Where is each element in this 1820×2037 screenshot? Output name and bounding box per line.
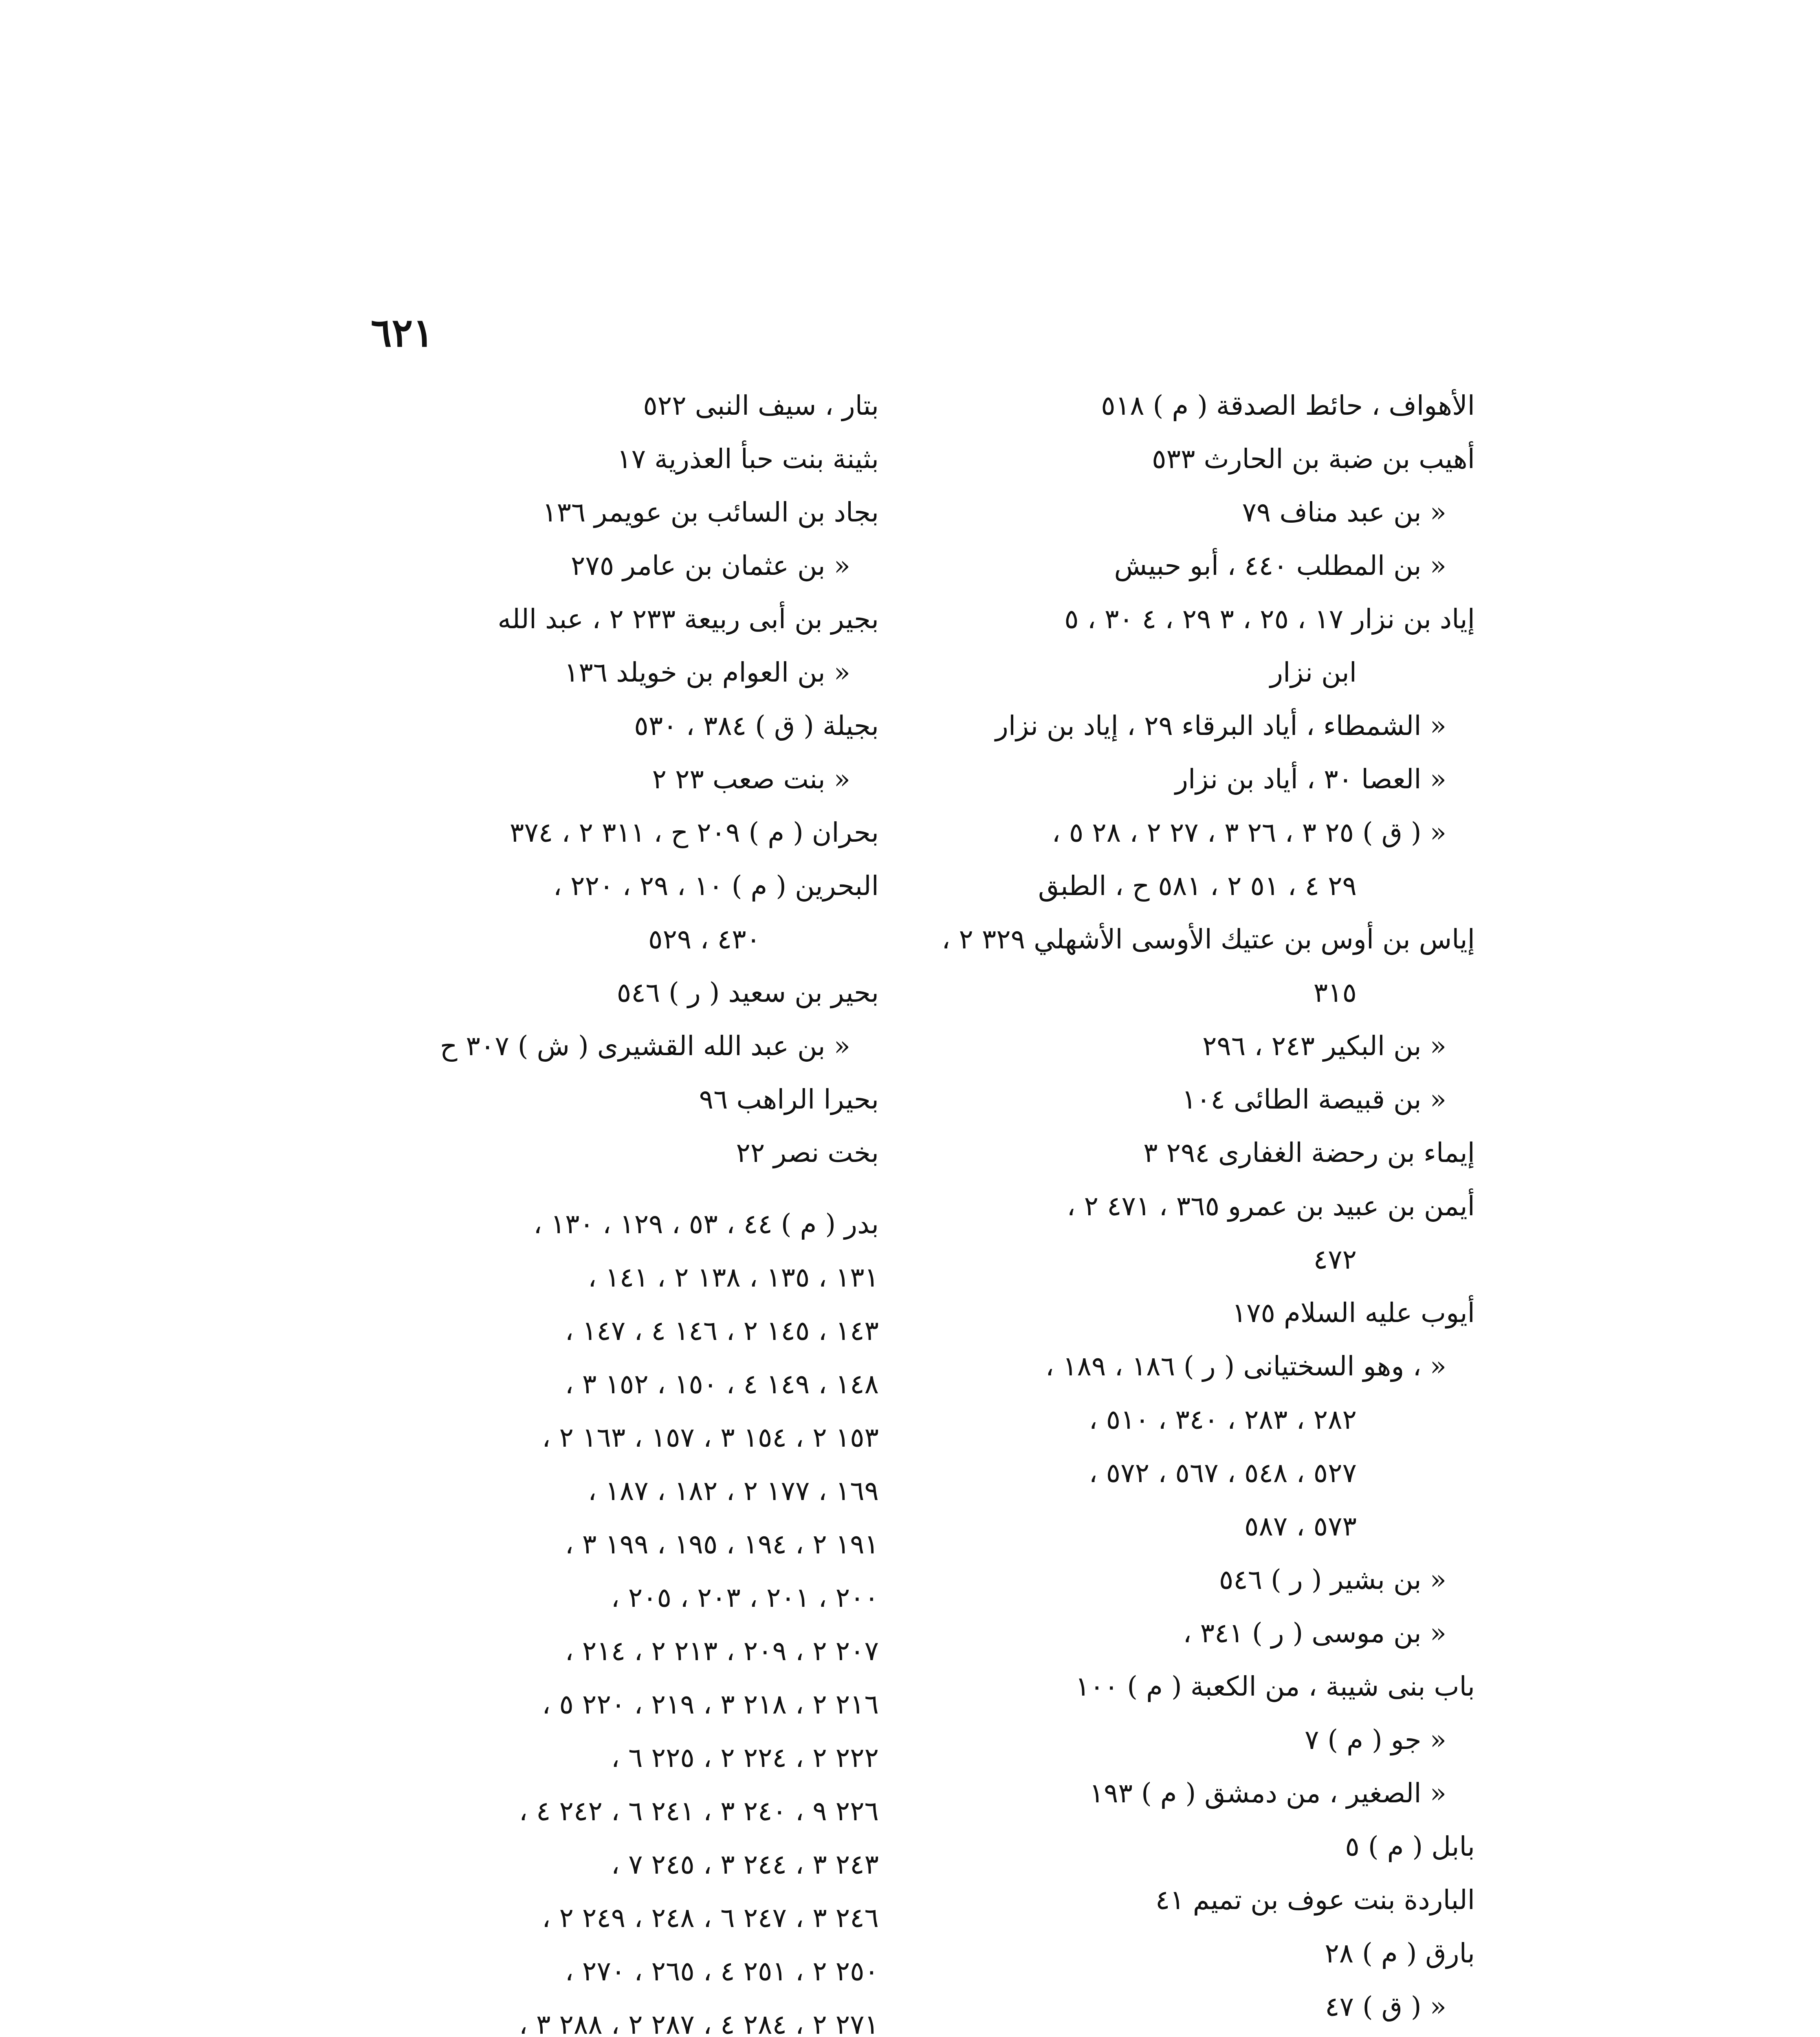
page-number: ٦٢١ (371, 310, 434, 356)
index-entry: إياد بن نزار ١٧ ، ٢٥ ، ٣ ٢٩ ، ٤ ٣٠ ، ٥ (1064, 603, 1475, 635)
index-entry: ٥٢٧ ، ٥٤٨ ، ٥٦٧ ، ٥٧٢ ، (1089, 1457, 1357, 1489)
index-entry: ٢٤٣ ٣ ، ٢٤٤ ٣ ، ٢٤٥ ٧ ، (611, 1849, 879, 1880)
index-entry: إياس بن أوس بن عتيك الأوسى الأشهلي ٣٢٩ ٢ ، (942, 924, 1475, 955)
index-entry: ٤٣٠ ، ٥٢٩ (648, 924, 761, 955)
index-entry: ٣١٥ (1313, 977, 1357, 1008)
index-entry: ٢١٦ ٢ ، ٢١٨ ٣ ، ٢١٩ ، ٢٢٠ ٥ ، (542, 1689, 879, 1720)
index-entry: ٢٥٠ ٢ ، ٢٥١ ٤ ، ٢٦٥ ، ٢٧٠ ، (565, 1956, 879, 1987)
index-entry: « بن العوام بن خويلد ١٣٦ (564, 657, 850, 688)
index-entry: ١٦٩ ، ١٧٧ ٢ ، ١٨٢ ، ١٨٧ ، (588, 1475, 879, 1507)
index-entry: « ، وهو السختيانى ( ر ) ١٨٦ ، ١٨٩ ، (1045, 1351, 1446, 1382)
index-entry: ٢٤٦ ٣ ، ٢٤٧ ٦ ، ٢٤٨ ، ٢٤٩ ٢ ، (542, 1902, 879, 1934)
index-entry: « بن بشير ( ر ) ٥٤٦ (1219, 1564, 1446, 1595)
index-entry: ١٥٣ ٢ ، ١٥٤ ٣ ، ١٥٧ ، ١٦٣ ٢ ، (542, 1422, 879, 1453)
index-entry: ٤٧٢ (1313, 1244, 1357, 1275)
index-entry: « بن البكير ٢٤٣ ، ٢٩٦ (1202, 1030, 1446, 1062)
index-entry: بجيلة ( ق ) ٣٨٤ ، ٥٣٠ (634, 710, 879, 741)
index-entry: « بن موسى ( ر ) ٣٤١ ، (1183, 1617, 1446, 1649)
index-entry: الأهواف ، حائط الصدقة ( م ) ٥١٨ (1101, 390, 1475, 421)
index-entry: « الصغير ، من دمشق ( م ) ١٩٣ (1089, 1777, 1446, 1809)
index-column-left (300, 379, 879, 2037)
index-entry: ٢٢٢ ٢ ، ٢٢٤ ٢ ، ٢٢٥ ٦ ، (611, 1742, 879, 1773)
index-entry: ٢٩ ٤ ، ٥١ ٢ ، ٥٨١ ح ، الطبق (1038, 870, 1357, 902)
index-entry: « جو ( م ) ٧ (1305, 1724, 1446, 1755)
index-entry: بجاد بن السائب بن عويمر ١٣٦ (542, 497, 879, 528)
index-entry: بجير بن أبى ربيعة ٢٣٣ ٢ ، عبد الله (497, 603, 879, 635)
index-entry: « ( ق ) ٤٧ (1325, 1991, 1446, 2022)
index-entry: ٢٢٦ ٩ ، ٢٤٠ ٣ ، ٢٤١ ٦ ، ٢٤٢ ٤ ، (519, 1795, 879, 1827)
index-column-right (892, 379, 1475, 2037)
index-entry: ١٤٨ ، ١٤٩ ٤ ، ١٥٠ ، ١٥٢ ٣ ، (565, 1368, 879, 1400)
index-entry: باب بنى شيبة ، من الكعبة ( م ) ١٠٠ (1075, 1671, 1475, 1702)
index-entry: الباردة بنت عوف بن تميم ٤١ (1155, 1884, 1475, 1916)
index-entry: إيماء بن رحضة الغفارى ٢٩٤ ٣ (1143, 1137, 1475, 1168)
index-entry: بثينة بنت حبأ العذرية ١٧ (617, 443, 879, 475)
index-entry: ١٣١ ، ١٣٥ ، ١٣٨ ٢ ، ١٤١ ، (588, 1262, 879, 1293)
index-entry (892, 2033, 1475, 2037)
index-entry: « بن قبيصة الطائى ١٠٤ (1182, 1084, 1446, 1115)
index-entry: ٢٠٧ ٢ ، ٢٠٩ ، ٢١٣ ٢ ، ٢١٤ ، (565, 1635, 879, 1667)
index-entry: البحرين ( م ) ١٠ ، ٢٩ ، ٢٢٠ ، (553, 870, 879, 902)
index-entry: أيوب عليه السلام ١٧٥ (1232, 1297, 1475, 1329)
index-entry: « ( ق ) ٢٥ ٣ ، ٢٦ ٣ ، ٢٧ ٢ ، ٢٨ ٥ ، (1052, 817, 1446, 848)
index-entry: بخت نصر ٢٢ (736, 1137, 879, 1168)
index-entry: ١٤٣ ، ١٤٥ ٢ ، ١٤٦ ٤ ، ١٤٧ ، (565, 1315, 879, 1346)
index-entry: ٢٧١ ٢ ، ٢٨٤ ٤ ، ٢٨٧ ٢ ، ٢٨٨ ٣ ، (519, 2009, 879, 2037)
index-entry: بحير بن سعيد ( ر ) ٥٤٦ (616, 977, 879, 1008)
index-entry: بدر ( م ) ٤٤ ، ٥٣ ، ١٢٩ ، ١٣٠ ، (533, 1208, 879, 1240)
index-entry: ٥٧٣ ، ٥٨٧ (1244, 1511, 1357, 1542)
index-entry: بحران ( م ) ٢٠٩ ح ، ٣١١ ٢ ، ٣٧٤ (509, 817, 879, 848)
index-entry: « بنت صعب ٢٣ ٢ (652, 763, 850, 795)
index-entry: بابل ( م ) ٥ (1345, 1831, 1475, 1862)
index-entry: « الشمطاء ، أياد البرقاء ٢٩ ، إياد بن نزار (995, 710, 1446, 741)
index-entry: بارق ( م ) ٢٨ (1325, 1938, 1475, 1969)
index-entry: أيمن بن عبيد بن عمرو ٣٦٥ ، ٤٧١ ٢ ، (1067, 1190, 1475, 1222)
index-entry: « بن المطلب ٤٤٠ ، أبو حبيش (1114, 550, 1446, 581)
index-entry: « بن عبد مناف ٧٩ (1242, 497, 1446, 528)
index-entry: ٢٠٠ ، ٢٠١ ، ٢٠٣ ، ٢٠٥ ، (611, 1582, 879, 1613)
index-entry: ١٩١ ٢ ، ١٩٤ ، ١٩٥ ، ١٩٩ ٣ ، (565, 1529, 879, 1560)
index-entry: ابن نزار (1270, 657, 1357, 688)
index-entry: بتار ، سيف النبى ٥٢٢ (643, 390, 879, 421)
index-entry: ٢٨٢ ، ٢٨٣ ، ٣٤٠ ، ٥١٠ ، (1089, 1404, 1357, 1435)
index-entry: « العصا ٣٠ ، أياد بن نزار (1175, 763, 1446, 795)
index-entry: بحيرا الراهب ٩٦ (699, 1084, 879, 1115)
index-entry: أهيب بن ضبة بن الحارث ٥٣٣ (1152, 443, 1475, 475)
index-entry: « بن عبد الله القشيرى ( ش ) ٣٠٧ ح (440, 1030, 850, 1062)
index-entry: « بن عثمان بن عامر ٢٧٥ (570, 550, 850, 581)
